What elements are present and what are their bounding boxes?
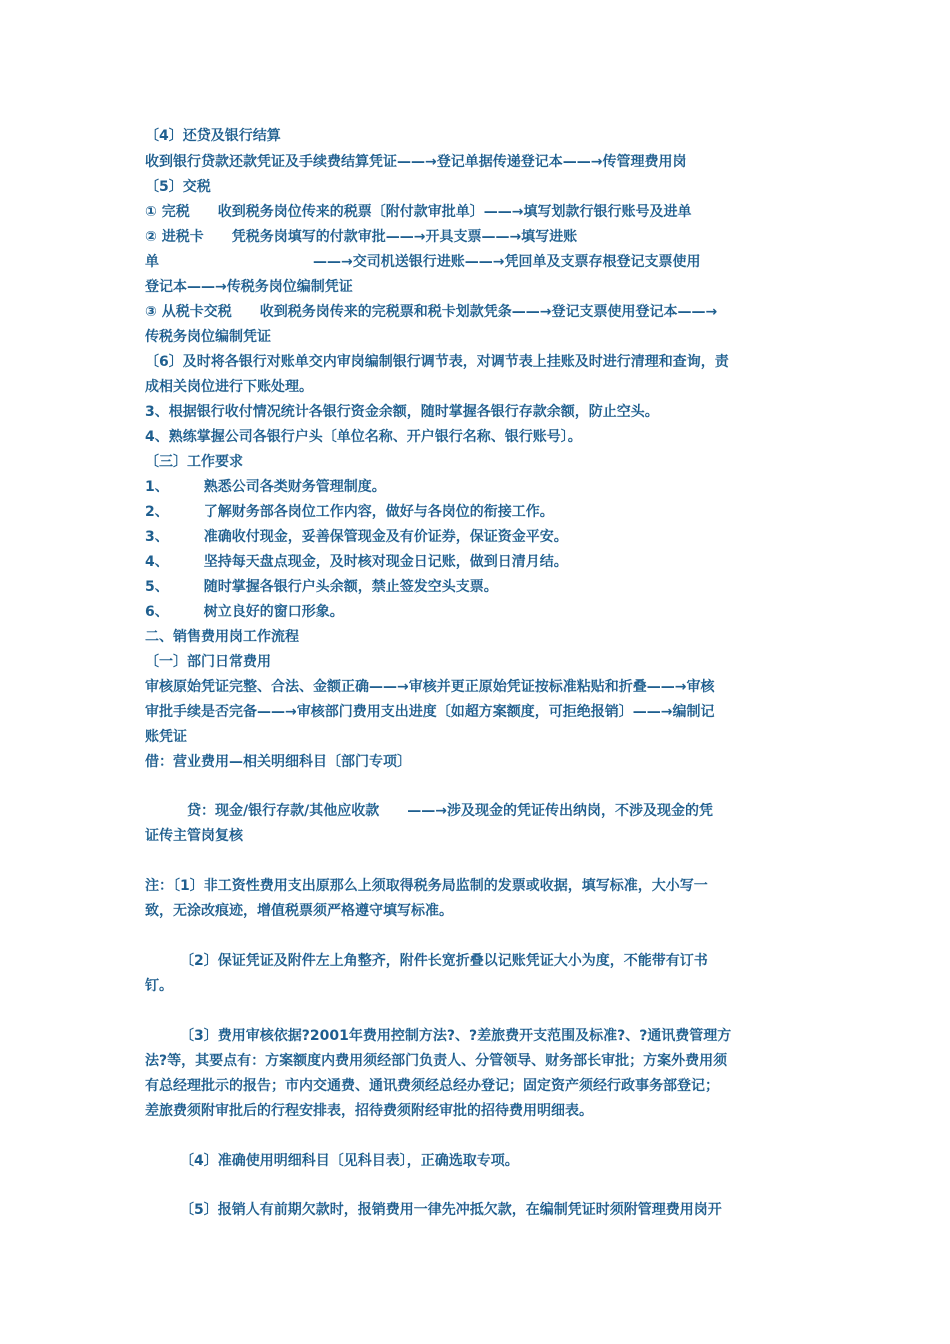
text-line: ② 进税卡 凭税务岗填写的付款审批——→开具支票——→填写进账 (145, 229, 578, 245)
text-line: ③ 从税卡交税 收到税务岗传来的完税票和税卡划款凭条——→登记支票使用登记本——→ (145, 304, 718, 320)
note-line: 〔3〕费用审核依据?2001年费用控制方法?、?差旅费开支范围及标准?、?通讯费管理方 (145, 1028, 732, 1044)
text-line: 登记本——→传税务岗位编制凭证 (145, 279, 353, 295)
text-line: 借：营业费用—相关明细科目〔部门专项〕 (145, 754, 411, 770)
heading-loan-settlement: 〔4〕还贷及银行结算 (145, 128, 281, 144)
text-line: 成相关岗位进行下账处理。 (145, 379, 313, 395)
text-line: ① 完税 收到税务岗位传来的税票〔附付款审批单〕——→填写划款行银行账号及进单 (145, 204, 692, 220)
text-line: 4、熟练掌握公司各银行户头〔单位名称、开户银行名称、银行账号〕。 (145, 429, 582, 445)
heading-work-requirements: 〔三〕工作要求 (145, 454, 243, 470)
text-line: 证传主管岗复核 (145, 828, 243, 844)
note-line: 钉。 (145, 978, 173, 994)
text-line: 单 ——→交司机送银行进账——→凭回单及支票存根登记支票使用 (145, 254, 701, 270)
text-line: 〔6〕及时将各银行对账单交内审岗编制银行调节表，对调节表上挂账及时进行清理和查询，责 (145, 354, 729, 370)
note-line: 注：〔1〕非工资性费用支出原那么上须取得税务局监制的发票或收据，填写标准，大小写一 (145, 878, 708, 894)
list-item: 4、 坚持每天盘点现金，及时核对现金日记账，做到日清月结。 (145, 554, 568, 570)
note-line: 〔5〕报销人有前期欠款时，报销费用一律先冲抵欠款，在编制凭证时须附管理费用岗开 (145, 1202, 722, 1218)
list-item: 5、 随时掌握各银行户头余额，禁止签发空头支票。 (145, 579, 498, 595)
text-line: 贷：现金/银行存款/其他应收款 ——→涉及现金的凭证传出纳岗，不涉及现金的凭 (145, 803, 713, 819)
note-line: 〔2〕保证凭证及附件左上角整齐，附件长宽折叠以记账凭证大小为度，不能带有订书 (145, 953, 708, 969)
list-item: 1、 熟悉公司各类财务管理制度。 (145, 479, 386, 495)
text-line: 传税务岗位编制凭证 (145, 329, 271, 345)
note-line: 〔4〕准确使用明细科目〔见科目表〕，正确选取专项。 (145, 1153, 519, 1169)
note-line: 致，无涂改痕迹，增值税票须严格遵守填写标准。 (145, 903, 453, 919)
text-line: 3、根据银行收付情况统计各银行资金余额，随时掌握各银行存款余额，防止空头。 (145, 404, 659, 420)
text-line: 审核原始凭证完整、合法、金额正确——→审核并更正原始凭证按标准粘贴和折叠——→审核 (145, 679, 715, 695)
heading-tax: 〔5〕交税 (145, 179, 211, 195)
text-line: 审批手续是否完备——→审核部门费用支出进度〔如超方案额度，可拒绝报销〕——→编制记 (145, 704, 715, 720)
list-item: 6、 树立良好的窗口形象。 (145, 604, 344, 620)
heading-department-expenses: 〔一〕部门日常费用 (145, 654, 271, 670)
text-line: 账凭证 (145, 729, 187, 745)
heading-sales-expense-workflow: 二、销售费用岗工作流程 (145, 629, 299, 645)
note-line: 有总经理批示的报告；市内交通费、通讯费须经总经办登记；固定资产须经行政事务部登记； (145, 1078, 719, 1094)
list-item: 3、 准确收付现金，妥善保管现金及有价证券，保证资金平安。 (145, 529, 568, 545)
note-line: 差旅费须附审批后的行程安排表，招待费须附经审批的招待费用明细表。 (145, 1103, 593, 1119)
text-line: 收到银行贷款还款凭证及手续费结算凭证——→登记单据传递登记本——→传管理费用岗 (145, 154, 687, 170)
note-line: 法?等，其要点有：方案额度内费用须经部门负责人、分管领导、财务部长审批；方案外费用须 (145, 1053, 728, 1069)
list-item: 2、 了解财务部各岗位工作内容，做好与各岗位的衔接工作。 (145, 504, 554, 520)
